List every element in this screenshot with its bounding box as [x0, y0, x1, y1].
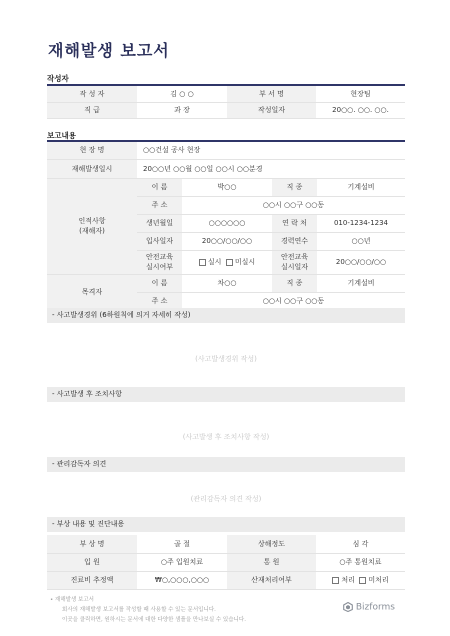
option-not-done-label: 미실시 [234, 258, 256, 266]
severity-value[interactable]: 심 각 [316, 535, 405, 553]
bizforms-logo-text: Bizforms [355, 602, 395, 613]
injured-join-label: 입사일자 [137, 232, 182, 250]
accident-cause-header: - 사고발생경위 (6하원칙에 의거 자세히 작성) [47, 308, 405, 323]
write-date-value[interactable]: 20○○. ○○. ○○. [316, 102, 405, 118]
safety-edu-date-label: 안전교육 실시일자 [272, 250, 317, 274]
severity-label: 상해정도 [227, 535, 316, 553]
injury-name-value[interactable]: 골 절 [137, 535, 227, 553]
medical-cost-value[interactable]: ₩○,○○○,○○○ [137, 571, 227, 589]
report-table [47, 142, 405, 311]
hospitalization-label: 입 원 [47, 553, 137, 571]
site-label: 현 장 명 [47, 142, 137, 159]
witness-name-value[interactable]: 차○○ [182, 274, 272, 292]
safety-edu-label: 안전교육 실시여부 [137, 250, 182, 274]
injured-birth-label: 생년월일 [137, 214, 182, 232]
option-processed-label: 처리 [341, 576, 355, 584]
outpatient-value[interactable]: ○주 통원치료 [316, 553, 405, 571]
page-title: 재해발생 보고서 [48, 41, 170, 60]
author-table [47, 86, 405, 119]
accident-date-label: 재해발생일시 [47, 159, 137, 178]
witness-name-label: 이 름 [137, 274, 182, 292]
checkbox[interactable] [199, 259, 206, 266]
checkbox[interactable] [359, 577, 366, 584]
department-label: 부 서 명 [227, 86, 316, 102]
footer-link-text[interactable]: 이곳을 클릭하면, 원하시는 문서에 대한 다양한 샘플을 만나보실 수 있습니다. [62, 617, 246, 623]
injured-join-value[interactable]: 20○○/○○/○○ [182, 232, 272, 250]
checkbox[interactable] [332, 577, 339, 584]
safety-edu-date-value[interactable]: 20○○/○○/○○ [317, 250, 405, 274]
injured-name-value[interactable]: 박○○ [182, 178, 272, 196]
injured-name-label: 이 름 [137, 178, 182, 196]
injured-address-value[interactable]: ○○시 ○○구 ○○동 [182, 196, 405, 214]
position-label: 직 급 [47, 102, 137, 118]
report-section-heading: 보고내용 [47, 131, 76, 140]
option-done-label: 실시 [207, 258, 222, 266]
injured-address-label: 주 소 [137, 196, 182, 214]
footer-title-text: 재해발생 보고서 [55, 597, 94, 603]
post-action-block [47, 387, 405, 442]
safety-edu-options [182, 250, 272, 274]
author-value[interactable]: 김 ○ ○ [137, 86, 227, 102]
bizforms-logo-icon [343, 602, 353, 612]
hospitalization-value[interactable]: ○주 입원치료 [137, 553, 227, 571]
post-action-placeholder[interactable]: (사고발생 후 조치사항 작성) [182, 433, 270, 441]
industrial-accident-label: 산재처리여부 [227, 571, 316, 589]
footer-title: • 재해발생 보고서 [50, 597, 94, 603]
witness-job-value[interactable]: 기계설비 [317, 274, 405, 292]
witness-job-label: 직 종 [272, 274, 317, 292]
outpatient-label: 통 원 [227, 553, 316, 571]
witness-label: 목격자 [47, 274, 137, 310]
injured-label: 인적사항 (재해자) [47, 178, 137, 274]
accident-cause-placeholder[interactable]: (사고발생경위 작성) [195, 355, 257, 363]
bizforms-logo [343, 602, 395, 613]
department-value[interactable]: 현장팀 [316, 86, 405, 102]
injured-phone-label: 연 락 처 [272, 214, 317, 232]
injury-header: - 부상 내용 및 진단내용 [47, 517, 405, 532]
post-action-header: - 사고발생 후 조치사항 [47, 387, 405, 402]
write-date-label: 작성일자 [227, 102, 316, 118]
site-value[interactable]: ○○건설 공사 현장 [137, 142, 405, 159]
injured-career-label: 경력연수 [272, 232, 317, 250]
injured-phone-value[interactable]: 010-1234-1234 [317, 214, 405, 232]
position-value[interactable]: 과 장 [137, 102, 227, 118]
supervisor-opinion-header: - 관리감독자 의견 [47, 457, 405, 472]
witness-address-value[interactable]: ○○시 ○○구 ○○동 [182, 292, 405, 310]
author-section-heading: 작성자 [47, 74, 69, 83]
option-unprocessed-label: 미처리 [368, 576, 389, 584]
supervisor-opinion-block [47, 457, 405, 504]
witness-address-label: 주 소 [137, 292, 182, 310]
injured-birth-value[interactable]: ○○○○○○ [182, 214, 272, 232]
accident-cause-block [47, 308, 405, 364]
accident-date-value[interactable]: 20○○년 ○○월 ○○일 ○○시 ○○분경 [137, 159, 405, 178]
injury-name-label: 부 상 명 [47, 535, 137, 553]
industrial-accident-options [316, 571, 405, 589]
injury-block [47, 517, 405, 532]
supervisor-opinion-placeholder[interactable]: (관리감독자 의견 작성) [190, 495, 262, 503]
injury-table [47, 535, 405, 590]
injured-job-value[interactable]: 기계설비 [317, 178, 405, 196]
injured-career-value[interactable]: ○○년 [317, 232, 405, 250]
footer-description: 회사의 재해발생 보고서를 작성할 때 사용할 수 있는 문서입니다. [62, 607, 216, 613]
checkbox[interactable] [226, 259, 233, 266]
medical-cost-label: 진료비 추정액 [47, 571, 137, 589]
injured-job-label: 직 종 [272, 178, 317, 196]
author-label: 작 성 자 [47, 86, 137, 102]
